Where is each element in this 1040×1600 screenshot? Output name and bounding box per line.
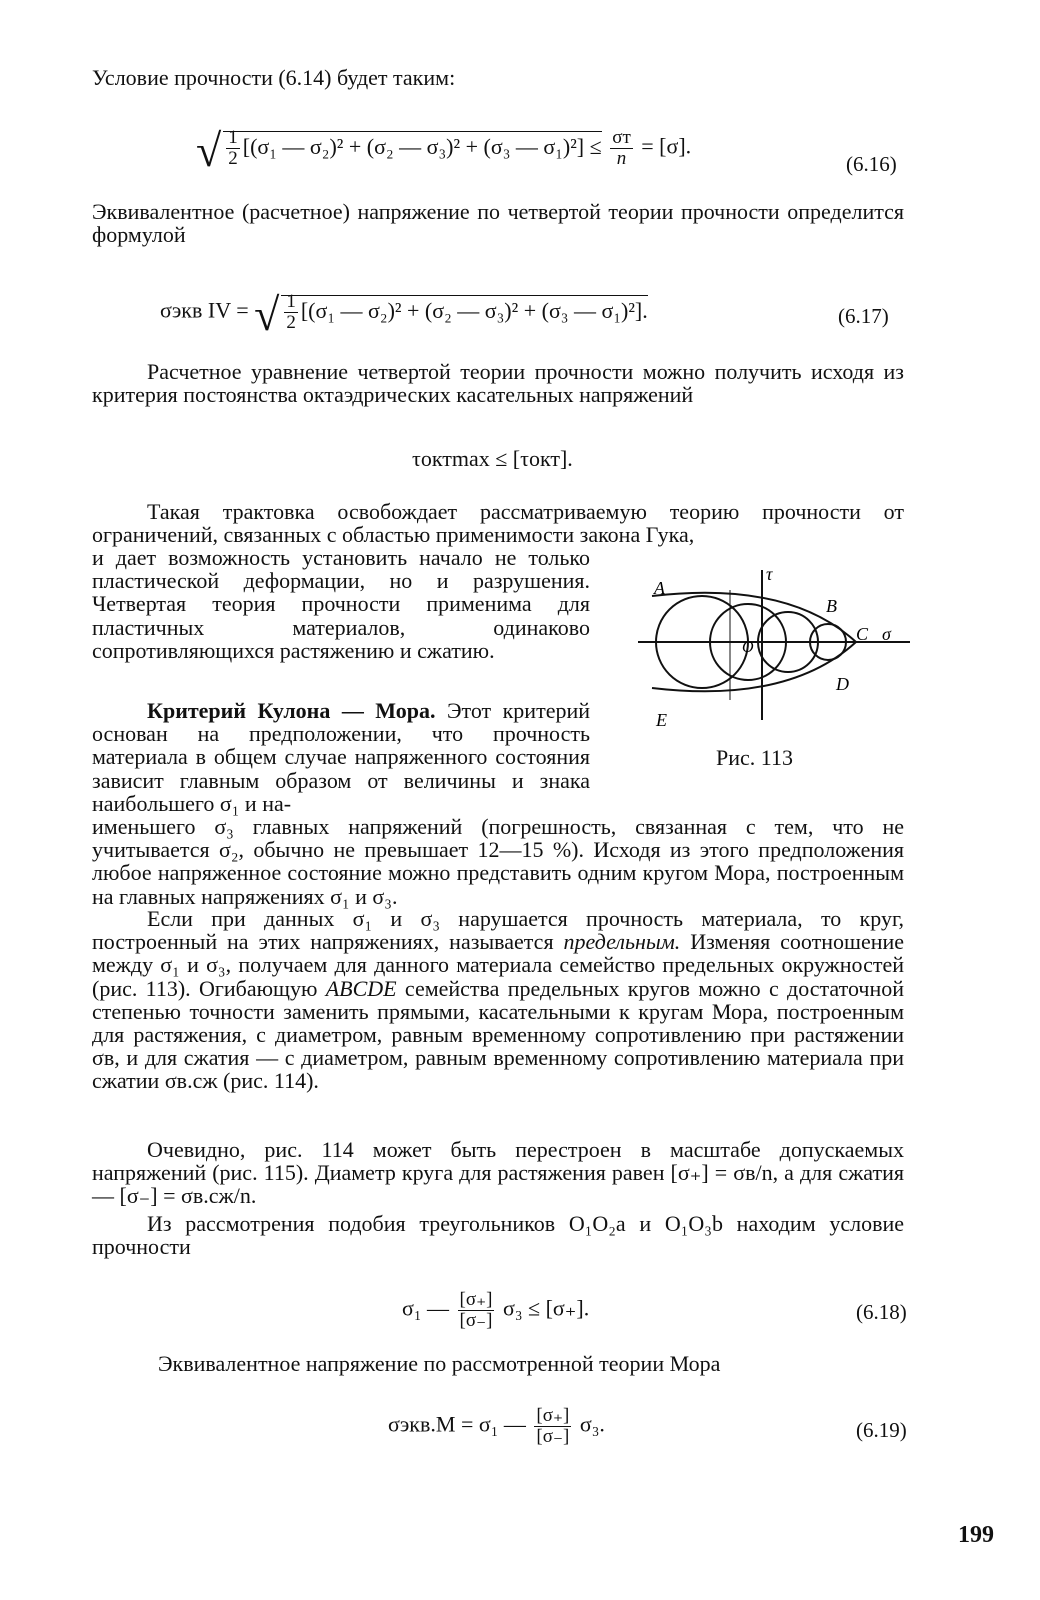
label-c: C xyxy=(856,624,869,644)
paragraph: Критерий Кулона — Мора. Этот критерий основан на предположении, что прочность материала в общем случае напряженного состояния зависит главным образом от величины и знака наибольшего σ₁ и на- xyxy=(92,698,591,816)
paragraph: и дает возможность установить начало не только пластической деформации, но и разрушения. Четвертая теория прочности применима для пластичных материалов, одинаково сопротивляющихся растяжению и сжатию. xyxy=(92,545,590,663)
paragraph: Если при данных σ₁ и σ₃ нарушается прочность материала, то круг, построенный на этих напряжениях, называется предельным. Изменяя соотношение между σ₁ и σ₃, получаем для данного материала семейство предельных окружностей (рис. 113). Огибающую ABCDE семейства предельных кругов можно с достаточной степенью точности заменить прямыми, касательными к кругам Мора, построенным для растяжения, с диаметром, равным временному сопротивлению при растяжении σв, и для сжатия — с диаметром, равным временному сопротивлению материала при сжатии σв.сж (рис. 114). xyxy=(92,906,905,1094)
label-tau: τ xyxy=(766,564,773,584)
paragraph: Очевидно, рис. 114 может быть перестроен в масштабе допускаемых напряжений (рис. 115). Диаметр круга для растяжения равен [σ₊] = σв/n, а для сжатия — [σ₋] = σв.сж/n. xyxy=(92,1137,904,1209)
paragraph: Эквивалентное напряжение по рассмотренной теории Мора xyxy=(158,1351,721,1376)
label-sigma: σ xyxy=(882,624,891,644)
emphasis: предельным. xyxy=(563,929,681,955)
equation-6-17 xyxy=(160,288,648,340)
paragraph: Расчетное уравнение четвертой теории прочности можно получить исходя из критерия постоянства октаэдрических касательных напряжений xyxy=(92,359,904,408)
eq-lhs: σэкв IV = xyxy=(160,297,249,323)
ratio-fraction: $\frac{[\sigma_+]}{[\sigma_-]}$ xyxy=(459,1289,493,1331)
paragraph: Эквивалентное (расчетное) напряжение по четвертой теории прочности определится формулой xyxy=(92,199,904,248)
section-heading: Критерий Кулона — Мора. xyxy=(147,698,436,723)
equation-number: (6.19) xyxy=(856,1418,907,1442)
label-o: O xyxy=(742,639,754,656)
half-fraction: $\frac{1}{2}$ xyxy=(228,127,238,169)
label-d: D xyxy=(836,674,849,694)
equation-6-16 xyxy=(196,124,692,176)
figure-mohr-circles xyxy=(638,560,910,730)
equation-number: (6.18) xyxy=(856,1300,907,1324)
sqrt-symbol: √ xyxy=(254,288,280,340)
equation-octahedral: τоктmax ≤ [τокт]. xyxy=(412,446,573,471)
equation-number: (6.16) xyxy=(846,152,897,176)
equation-6-19: σэкв.M = σ₁ — $\frac{[\sigma_+]}{[\sigma_-]}$ σ₃. xyxy=(388,1405,605,1447)
paragraph: Такая трактовка освобождает рассматриваемую теорию прочности от ограничений, связанных с областью применимости закона Гука, xyxy=(92,499,904,548)
ratio-fraction: $\frac{\sigma т}{n}$ xyxy=(612,127,631,169)
equation-number: (6.17) xyxy=(838,304,889,328)
eq-body: [(σ₁ — σ₂)² + (σ₂ — σ₃)² + (σ₃ — σ₁)²] ≤ xyxy=(242,133,602,159)
paragraph: именьшего σ₃ главных напряжений (погрешность, связанная с тем, что не учитывается σ₂, обычно не превышает 12—15 %). Исходя из этого предположения любое напряженное состояние можно представить одним кругом Мора, построенным на главных напряжениях σ₁ и σ₃. xyxy=(92,814,904,909)
intro-line: Условие прочности (6.14) будет таким: xyxy=(92,65,456,90)
page-number: 199 xyxy=(958,1522,994,1548)
label-b: B xyxy=(826,596,837,616)
label-a: A xyxy=(654,578,665,598)
half-fraction: $\frac{1}{2}$ xyxy=(286,291,296,333)
equation-6-18: σ₁ — $\frac{[\sigma_+]}{[\sigma_-]}$ σ₃ ≤ [σ₊]. xyxy=(402,1289,590,1331)
eq-rhs: = [σ]. xyxy=(641,133,692,159)
paragraph: Из рассмотрения подобия треугольников O₁O₂a и O₁O₃b находим условие прочности xyxy=(92,1211,904,1260)
ratio-fraction: $\frac{[\sigma_+]}{[\sigma_-]}$ xyxy=(536,1405,570,1447)
emphasis: ABCDE xyxy=(325,975,397,1001)
label-e: E xyxy=(656,710,667,730)
sqrt-symbol: √ xyxy=(196,124,222,176)
figure-caption: Рис. 113 xyxy=(716,745,793,770)
eq-body: [(σ₁ — σ₂)² + (σ₂ — σ₃)² + (σ₃ — σ₁)²]. xyxy=(300,297,648,323)
